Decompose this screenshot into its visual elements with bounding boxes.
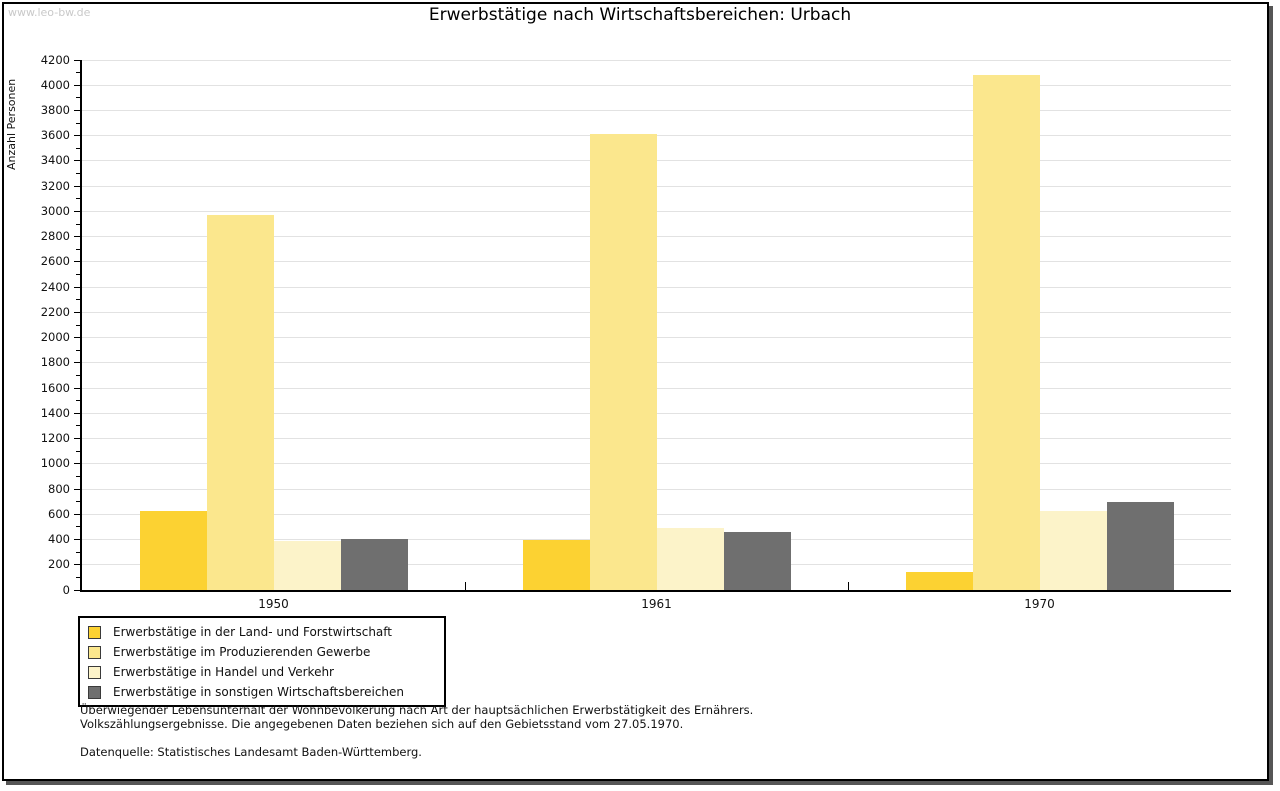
- y-tick-label: 2000: [40, 330, 70, 345]
- legend-swatch: [88, 626, 101, 639]
- y-minor-tick: [76, 224, 80, 225]
- y-minor-tick: [76, 274, 80, 275]
- legend-swatch: [88, 666, 101, 679]
- y-tick-label: 2400: [40, 279, 70, 294]
- y-minor-tick: [76, 299, 80, 300]
- bar-1961-series-1: [523, 540, 590, 590]
- y-tick-label: 3000: [40, 203, 70, 218]
- legend-label: Erwerbstätige im Produzierenden Gewerbe: [113, 645, 371, 659]
- y-minor-tick: [76, 123, 80, 124]
- data-source: Datenquelle: Statistisches Landesamt Baden-Württemberg.: [80, 745, 422, 759]
- bar-1961-series-3: [657, 528, 724, 590]
- y-tick-label: 200: [48, 557, 70, 572]
- bar-1961-series-2: [590, 134, 657, 590]
- y-major-tick: [74, 413, 80, 414]
- y-tick-label: 2600: [40, 254, 70, 269]
- bar-1950-series-4: [341, 539, 408, 590]
- y-minor-tick: [76, 350, 80, 351]
- y-tick-label: 3600: [40, 128, 70, 143]
- bar-1970-series-3: [1040, 511, 1107, 591]
- y-minor-tick: [76, 501, 80, 502]
- y-major-tick: [74, 135, 80, 136]
- gridline: [82, 186, 1231, 187]
- y-tick-label: 2800: [40, 229, 70, 244]
- bar-1950-series-2: [207, 215, 274, 590]
- y-tick-label: 800: [48, 481, 70, 496]
- y-major-tick: [74, 261, 80, 262]
- bar-1961-series-4: [724, 532, 791, 590]
- y-major-tick: [74, 60, 80, 61]
- y-tick-label: 600: [48, 506, 70, 521]
- y-tick-label: 1600: [40, 380, 70, 395]
- gridline: [82, 160, 1231, 161]
- y-minor-tick: [76, 577, 80, 578]
- gridline: [82, 135, 1231, 136]
- y-major-tick: [74, 489, 80, 490]
- legend-item: [80, 682, 444, 702]
- y-tick-label: 400: [48, 532, 70, 547]
- y-minor-tick: [76, 375, 80, 376]
- bar-1970-series-1: [906, 572, 973, 590]
- y-major-tick: [74, 438, 80, 439]
- gridline: [82, 110, 1231, 111]
- x-tick-label: 1961: [641, 597, 672, 611]
- footnote-line-1: Überwiegender Lebensunterhalt der Wohnbevölkerung nach Art der hauptsächlichen Erwerbstätigkeit des Ernährers.: [80, 703, 754, 717]
- y-minor-tick: [76, 97, 80, 98]
- legend-swatch: [88, 686, 101, 699]
- y-tick-label: 1200: [40, 431, 70, 446]
- legend-item: [80, 642, 444, 662]
- y-major-tick: [74, 337, 80, 338]
- y-major-tick: [74, 564, 80, 565]
- y-major-tick: [74, 85, 80, 86]
- x-tick-label: 1950: [258, 597, 289, 611]
- bar-1970-series-4: [1107, 502, 1174, 590]
- x-axis-tick: [465, 582, 466, 590]
- y-tick-label: 3800: [40, 102, 70, 117]
- y-minor-tick: [76, 476, 80, 477]
- y-tick-label: 3400: [40, 153, 70, 168]
- y-minor-tick: [76, 451, 80, 452]
- bar-1970-series-2: [973, 75, 1040, 590]
- y-minor-tick: [76, 526, 80, 527]
- y-major-tick: [74, 388, 80, 389]
- y-major-tick: [74, 590, 80, 591]
- y-minor-tick: [76, 400, 80, 401]
- legend: [78, 616, 446, 707]
- y-minor-tick: [76, 425, 80, 426]
- x-axis-tick: [848, 582, 849, 590]
- y-minor-tick: [76, 552, 80, 553]
- y-minor-tick: [76, 148, 80, 149]
- y-tick-label: 4000: [40, 77, 70, 92]
- y-minor-tick: [76, 198, 80, 199]
- y-major-tick: [74, 160, 80, 161]
- footnote-text: [80, 704, 753, 731]
- gridline: [82, 211, 1231, 212]
- y-major-tick: [74, 463, 80, 464]
- y-major-tick: [74, 211, 80, 212]
- y-tick-label: 1800: [40, 355, 70, 370]
- y-tick-label: 4200: [40, 52, 70, 67]
- watermark: www.leo-bw.de: [8, 6, 91, 19]
- y-major-tick: [74, 186, 80, 187]
- legend-label: Erwerbstätige in sonstigen Wirtschaftsbereichen: [113, 685, 405, 699]
- y-tick-label: 2200: [40, 304, 70, 319]
- y-major-tick: [74, 539, 80, 540]
- legend-item: [80, 622, 444, 642]
- y-major-tick: [74, 312, 80, 313]
- y-major-tick: [74, 110, 80, 111]
- y-tick-label: 3200: [40, 178, 70, 193]
- y-minor-tick: [76, 249, 80, 250]
- legend-item: [80, 662, 444, 682]
- y-tick-label: 1000: [40, 456, 70, 471]
- legend-swatch: [88, 646, 101, 659]
- plot-area: [40, 52, 1231, 611]
- y-axis-label: Anzahl Personen: [5, 78, 18, 170]
- legend-label: Erwerbstätige in der Land- und Forstwirtschaft: [113, 625, 392, 639]
- footnote-line-2: Volkszählungsergebnisse. Die angegebenen Daten beziehen sich auf den Gebietsstand vom 27.05.1970.: [80, 716, 684, 731]
- gridline: [82, 85, 1231, 86]
- bar-1950-series-3: [274, 541, 341, 590]
- x-tick-label: 1970: [1024, 597, 1055, 611]
- bar-1950-series-1: [140, 511, 207, 591]
- legend-label: Erwerbstätige in Handel und Verkehr: [113, 665, 334, 679]
- y-major-tick: [74, 287, 80, 288]
- page-title: Erwerbstätige nach Wirtschaftsbereichen: Urbach: [428, 5, 852, 25]
- gridline: [82, 60, 1231, 61]
- y-tick-label: 1400: [40, 405, 70, 420]
- y-major-tick: [74, 362, 80, 363]
- y-minor-tick: [76, 173, 80, 174]
- y-tick-label: 0: [62, 582, 70, 597]
- y-major-tick: [74, 236, 80, 237]
- y-minor-tick: [76, 72, 80, 73]
- y-major-tick: [74, 514, 80, 515]
- y-minor-tick: [76, 325, 80, 326]
